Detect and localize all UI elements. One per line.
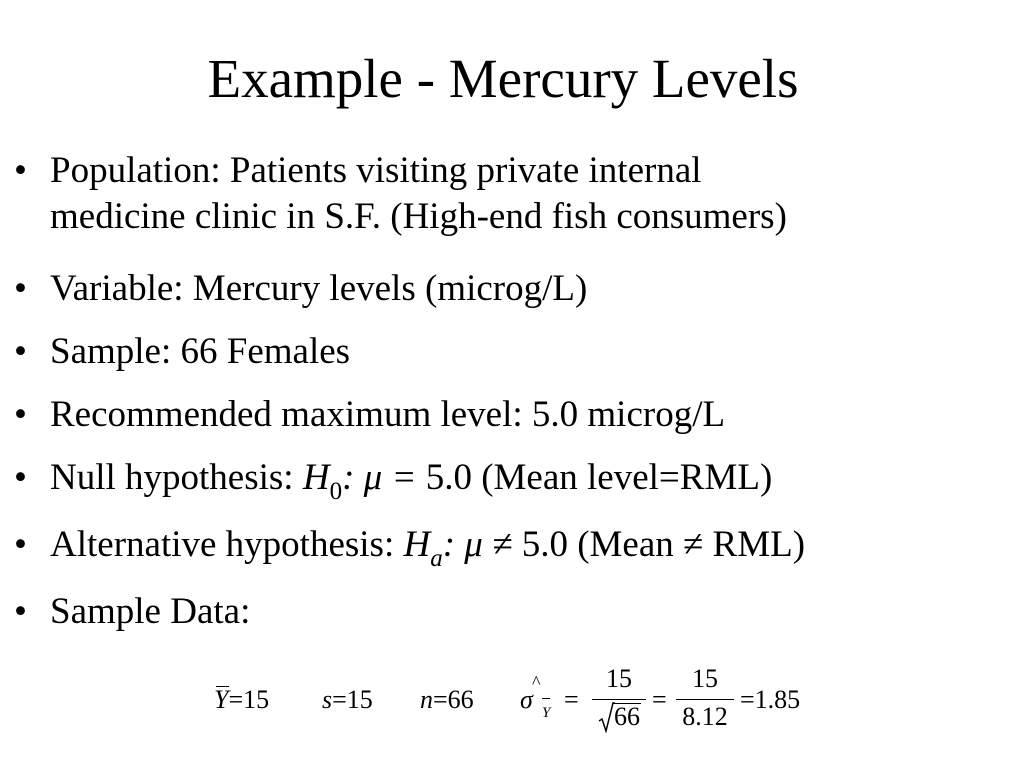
- bullet-population-line1: Population: Patients visiting private internal: [50, 150, 702, 191]
- bullet-dot: •: [14, 331, 27, 372]
- bullet-dot: •: [14, 268, 27, 309]
- sigma-subscript: Y: [542, 698, 550, 728]
- bullet-list: [14, 148, 1014, 635]
- bullet-population-line2: medicine clinic in S.F. (High-end fish consumers): [50, 196, 787, 237]
- ybar-value: =15: [228, 685, 270, 714]
- fraction-2: [676, 664, 734, 740]
- fraction-2-denominator: 8.12: [682, 702, 728, 731]
- alt-rest: 5.0 (Mean ≠ RML): [521, 524, 806, 565]
- alt-prefix: Alternative hypothesis:: [50, 524, 404, 565]
- sample-data-formula: [214, 664, 834, 744]
- alt-mu-not-equals: : μ ≠: [442, 524, 522, 565]
- bullet-alternative-hypothesis: [14, 522, 1014, 572]
- fraction-2-numerator: 15: [692, 664, 718, 693]
- bullet-recommended-text: Recommended maximum level: 5.0 microg/L: [50, 394, 726, 435]
- bullet-dot: •: [14, 457, 27, 498]
- bullet-dot: •: [14, 524, 27, 565]
- alt-h-subscript: a: [430, 545, 443, 572]
- null-h-subscript: 0: [329, 478, 343, 505]
- sqrt-icon: 66: [598, 702, 640, 732]
- formula-eq3: =1.85: [740, 685, 801, 714]
- formula-eq1: =: [564, 685, 579, 714]
- bullet-dot: •: [14, 394, 27, 435]
- sigma-symbol: σ: [520, 685, 533, 714]
- null-h-symbol: H: [302, 457, 330, 498]
- fraction-1-numerator: 15: [606, 664, 632, 693]
- bullet-dot: •: [14, 591, 27, 632]
- bullet-recommended-level: [14, 392, 1014, 438]
- fraction-1-denominator: [592, 702, 646, 732]
- formula-eq2: =: [652, 685, 667, 714]
- bullet-sample: [14, 329, 1014, 375]
- formula-n: [420, 685, 474, 715]
- alt-h-symbol: H: [403, 524, 431, 565]
- ybar-symbol: Y: [214, 685, 229, 714]
- bullet-variable: [14, 266, 1014, 312]
- bullet-dot: •: [14, 150, 27, 191]
- s-symbol: s: [322, 685, 333, 714]
- bullet-sample-data: [14, 589, 1014, 635]
- formula-result: 1.85: [754, 685, 801, 714]
- formula-s: [322, 685, 373, 715]
- null-mu-equals: : μ =: [342, 457, 426, 498]
- n-symbol: n: [420, 685, 433, 714]
- sigma-hat: ^: [532, 672, 541, 692]
- slide-title: Example - Mercury Levels: [207, 48, 799, 109]
- bullet-null-hypothesis: [14, 455, 1014, 505]
- fraction-1: [592, 664, 646, 740]
- bullet-population: [14, 148, 1014, 240]
- bullet-sample-data-text: Sample Data:: [50, 591, 251, 632]
- bullet-sample-text: Sample: 66 Females: [50, 331, 351, 372]
- formula-ybar: [214, 685, 269, 715]
- n-value: =66: [433, 685, 474, 714]
- formula-sigma: [520, 672, 551, 721]
- null-rest: 5.0 (Mean level=RML): [425, 457, 773, 498]
- null-prefix: Null hypothesis:: [50, 457, 303, 498]
- s-value: =15: [332, 685, 373, 714]
- bullet-variable-text: Variable: Mercury levels (microg/L): [50, 268, 588, 309]
